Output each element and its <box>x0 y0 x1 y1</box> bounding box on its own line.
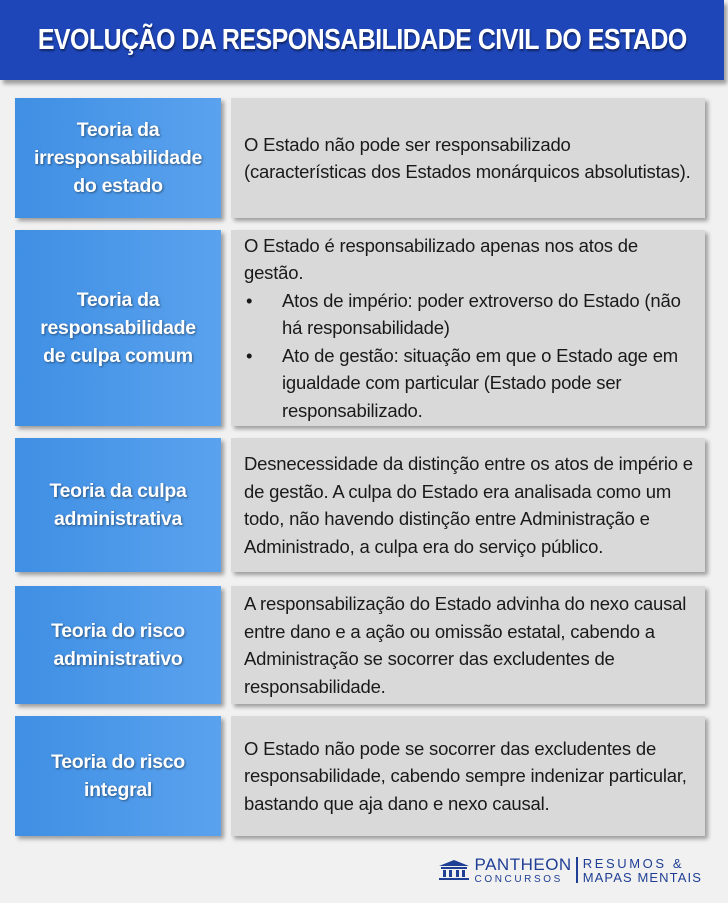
tagline-line-1: RESUMOS & <box>582 855 685 871</box>
temple-icon <box>437 859 471 881</box>
brand-divider <box>576 857 578 883</box>
theory-row <box>15 716 705 836</box>
description-text: Desnecessidade da distinção entre os atos de império e de gestão. A culpa do Estado era analisada como um todo, não havendo distinção entre Administração e Administrado, a culpa era do serviço público. <box>244 453 693 557</box>
description-text: O Estado não pode se socorrer das excludentes de responsabilidade, cabendo sempre indenizar particular, bastando que aja dano e nexo causal. <box>244 737 687 814</box>
theory-description-box <box>231 716 705 836</box>
tagline-line-2: MAPAS MENTAIS <box>582 869 702 885</box>
theory-row <box>15 586 705 704</box>
brand-name: PANTHEON <box>474 854 572 874</box>
theory-description <box>244 450 693 560</box>
bullet-marker: • <box>246 344 253 366</box>
theory-description <box>244 590 693 700</box>
theory-label: Teoria da culpa administrativa <box>49 480 187 530</box>
brand-footer <box>437 856 702 884</box>
theory-description-box <box>231 586 705 704</box>
theory-row <box>15 98 705 218</box>
bullet-text: Ato de gestão: situação em que o Estado age em igualdade com particular (Estado pode ser responsabilizado. <box>282 344 679 421</box>
description-text: O Estado não pode ser responsabilizado (características dos Estados monárquicos absolutistas). <box>244 133 691 182</box>
theory-description-box <box>231 438 705 572</box>
description-text: A responsabilização do Estado advinha do nexo causal entre dano e a ação ou omissão estatal, cabendo a Administração se socorrer das excludentes de responsabilidade. <box>244 593 687 697</box>
page-title: EVOLUÇÃO DA RESPONSABILIDADE CIVIL DO ESTADO <box>37 23 687 56</box>
theory-row <box>15 438 705 572</box>
theory-label-box <box>15 716 221 836</box>
bullet-item <box>244 342 693 425</box>
bullet-text: Atos de império: poder extroverso do Estado (não há responsabilidade) <box>282 289 681 339</box>
theory-label: Teoria da responsabilidade de culpa comum <box>40 289 196 367</box>
brand-subtitle: CONCURSOS <box>474 873 563 885</box>
brand-logo-text <box>475 856 572 885</box>
theory-description <box>244 232 693 425</box>
theory-description <box>244 735 693 818</box>
bullet-marker: • <box>246 289 253 311</box>
theory-label: Teoria da irresponsabilidade do estado <box>34 119 202 197</box>
theory-label: Teoria do risco administrativo <box>51 620 185 670</box>
brand-tagline <box>583 857 702 884</box>
theory-label-box <box>15 586 221 704</box>
theory-description-box <box>231 230 705 426</box>
bullet-item <box>244 287 693 342</box>
theory-label: Teoria do risco integral <box>51 751 185 801</box>
theory-row <box>15 230 705 426</box>
theory-label-box <box>15 438 221 572</box>
theory-description <box>244 131 693 186</box>
description-text: O Estado é responsabilizado apenas nos atos de gestão. <box>244 234 638 284</box>
theory-label-box <box>15 230 221 426</box>
theory-description-box <box>231 98 705 218</box>
title-banner <box>0 0 724 80</box>
theory-label-box <box>15 98 221 218</box>
